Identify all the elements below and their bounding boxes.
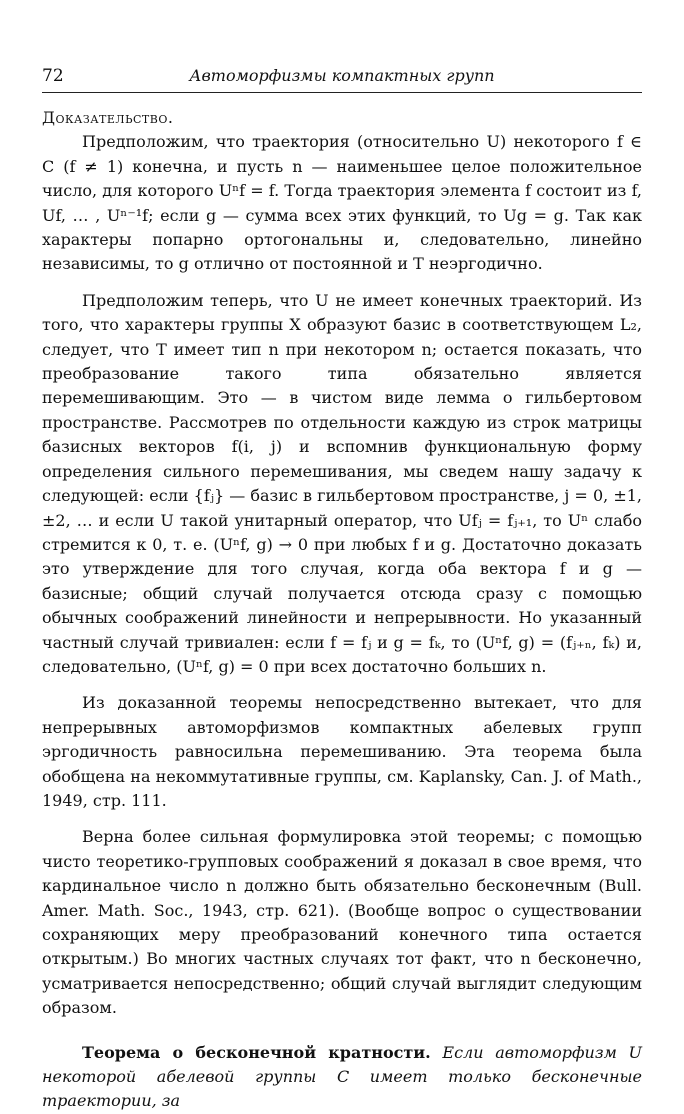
theorem-text: Если автоморфизм U некоторой абелевой группы C имеет только бесконечные траектории, за [42,1042,642,1111]
theorem-paragraph [42,1041,642,1114]
paragraph-corollary: Из доказанной теоремы непосредственно вытекает, что для непрерывных автоморфизмов компактных абелевых групп эргодичность равносильна перемешиванию. Эта теорема была обобщена на некоммутативные группы, см. Kaplansky, Can. J. of Math., 1949, стр. 111. [42,693,642,810]
page-body [42,106,642,1114]
header-rule [42,92,642,93]
theorem-title: Теорема о бесконечной кратности. [82,1042,431,1062]
page-number: 72 [42,66,64,86]
paragraph-stronger-formulation: Верна более сильная формулировка этой теоремы; с помощью чисто теоретико-групповых соображений я доказал в свое время, что кардинальное число n должно быть обязательно бесконечным (Bull. Amer. Math. Soc., 1943, стр. 621). (Вообще вопрос о существовании сохраняющих меру преобразований конечного типа остается открытым.) Во многих частных случаях тот факт, что n бесконечно, усматривается непосредственно; общий случай выглядит следующим образом. [42,827,642,1018]
paragraph-finite-trajectory: Предположим, что траектория (относительно U) некоторого f ∈ C (f ≠ 1) конечна, и пусть n — наименьшее целое положительное число, для которого Uⁿf = f. Тогда траектория элемента f состоит из f, Uf, … , Uⁿ⁻¹f; если g — сумма всех этих функций, то Ug = g. Так как характеры попарно ортогональны и, следовательно, линейно независимы, то g отлично от постоянной и T неэргодично. [42,132,642,274]
proof-heading: Доказательство. [42,108,174,127]
paragraph-infinite-trajectories: Предположим теперь, что U не имеет конечных траекторий. Из того, что характеры группы X образуют базис в соответствующем L₂, следует, что T имеет тип n при некотором n; остается показать, что преобразование такого типа обязательно является перемешивающим. Это — в чистом виде лемма о гильбертовом пространстве. Рассмотрев по отдельности каждую из строк матрицы базисных векторов f(i, j) и вспомнив функциональную форму определения сильного перемешивания, мы сведем нашу задачу к следующей: если {fⱼ} — базис в гильбертовом пространстве, j = 0, ±1, ±2, … и если U такой унитарный оператор, что Ufⱼ = fⱼ₊₁, то Uⁿ слабо стремится к 0, т. е. (Uⁿf, g) → 0 при любых f и g. Достаточно доказать это утверждение для того случая, когда оба вектора f и g — базисные; общий случай получается отсюда сразу с помощью обычных соображений линейности и непрерывности. Но указанный частный случай тривиален: если f = fⱼ и g = fₖ, то (Uⁿf, g) = (fⱼ₊ₙ, fₖ) и, следовательно, (Uⁿf, g) = 0 при всех достаточно больших n. [42,290,642,676]
page-header [42,62,642,90]
running-title: Автоморфизмы компактных групп [189,66,495,85]
